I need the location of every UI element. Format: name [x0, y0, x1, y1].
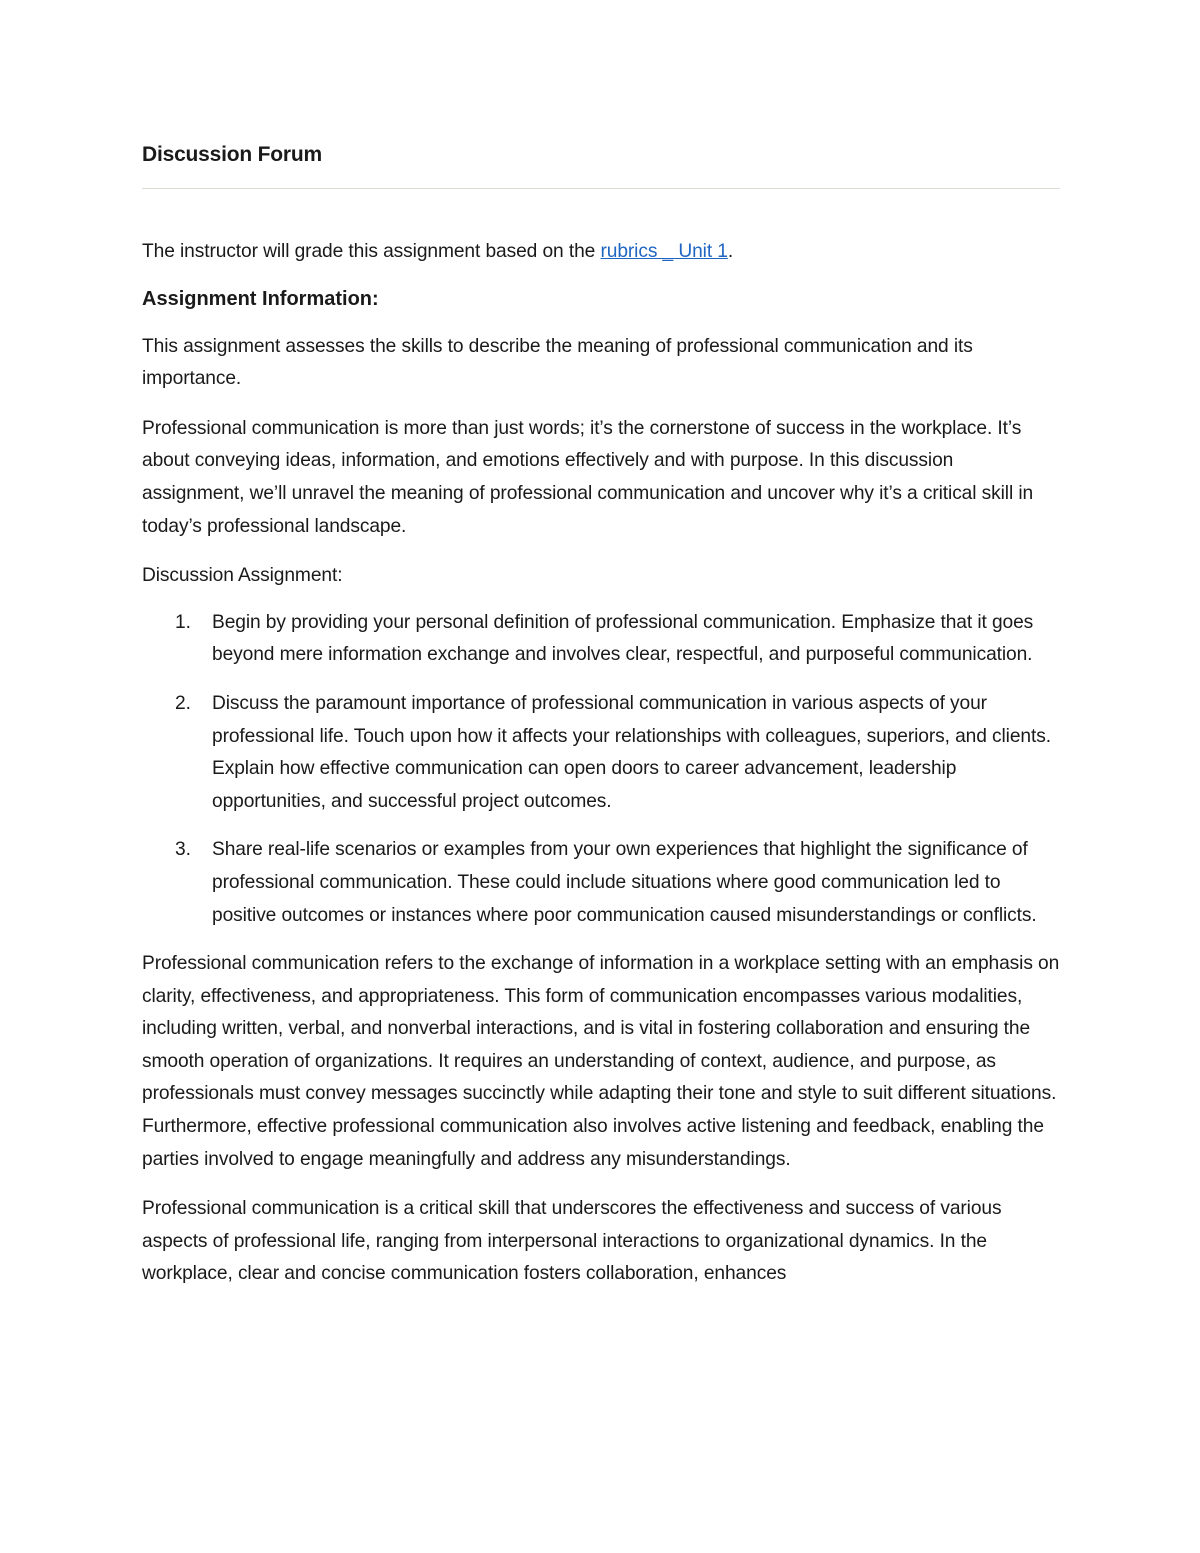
- list-item-number: 2.: [175, 692, 191, 714]
- discussion-task-list: [142, 607, 1060, 932]
- assessment-paragraph: This assignment assesses the skills to describe the meaning of professional communication and its importance.: [142, 335, 973, 390]
- title-divider: [142, 188, 1060, 189]
- assignment-information-heading: Assignment Information:: [142, 287, 379, 310]
- document-content: [142, 138, 1060, 1291]
- grading-note: [142, 236, 1060, 269]
- grading-note-end: .: [727, 241, 734, 262]
- discussion-assignment-label: Discussion Assignment:: [142, 565, 343, 587]
- rubrics-link[interactable]: rubrics _ Unit 1: [600, 241, 728, 262]
- body-paragraph: Professional communication refers to the exchange of information in a workplace setting with an emphasis on clarity, effectiveness, and appropriateness. This form of communication encompasses various modalities, including written, verbal, and nonverbal interactions, and is vital in fostering collaboration and ensuring the smooth operation of organizations. It requires an understanding of context, audience, and purpose, as professionals must convey messages succinctly while adapting their tone and style to suit different situations. Furthermore, effective professional communication also involves active listening and feedback, enabling the parties involved to engage meaningfully and address any misunderstandings.: [142, 953, 1060, 1170]
- list-item-number: 3.: [175, 839, 191, 861]
- list-item: [142, 834, 1060, 932]
- list-item-text: Share real-life scenarios or examples from your own experiences that highlight the significance of professional communication. These could include situations where good communication led to positive outcomes or instances where poor communication caused misunderstandings or conflicts.: [212, 839, 1037, 926]
- list-item: [142, 688, 1060, 818]
- page-title: Discussion Forum: [142, 143, 322, 166]
- list-item-number: 1.: [175, 611, 191, 633]
- overview-paragraph: Professional communication is more than just words; it’s the cornerstone of success in the workplace. It’s about conveying ideas, information, and emotions effectively and with purpose. In this discussion assignment, we’ll unravel the meaning of professional communication and uncover why it’s a critical skill in today’s professional landscape.: [142, 417, 1034, 537]
- grading-note-text: The instructor will grade this assignment based on the: [142, 241, 601, 262]
- list-item-text: Begin by providing your personal definition of professional communication. Emphasize that it goes beyond mere information exchange and involves clear, respectful, and purposeful communication.: [212, 611, 1034, 666]
- body-paragraph: Professional communication is a critical skill that underscores the effectiveness and success of various aspects of professional life, ranging from interpersonal interactions to organizational dynamics. In the workplace, clear and concise communication fosters collaboration, enhances: [142, 1198, 1002, 1285]
- list-item-text: Discuss the paramount importance of professional communication in various aspects of your professional life. Touch upon how it affects your relationships with colleagues, superiors, and clients. Explain how effective communication can open doors to career advancement, leadership opportunities, and successful project outcomes.: [212, 692, 1051, 812]
- list-item: [142, 607, 1060, 672]
